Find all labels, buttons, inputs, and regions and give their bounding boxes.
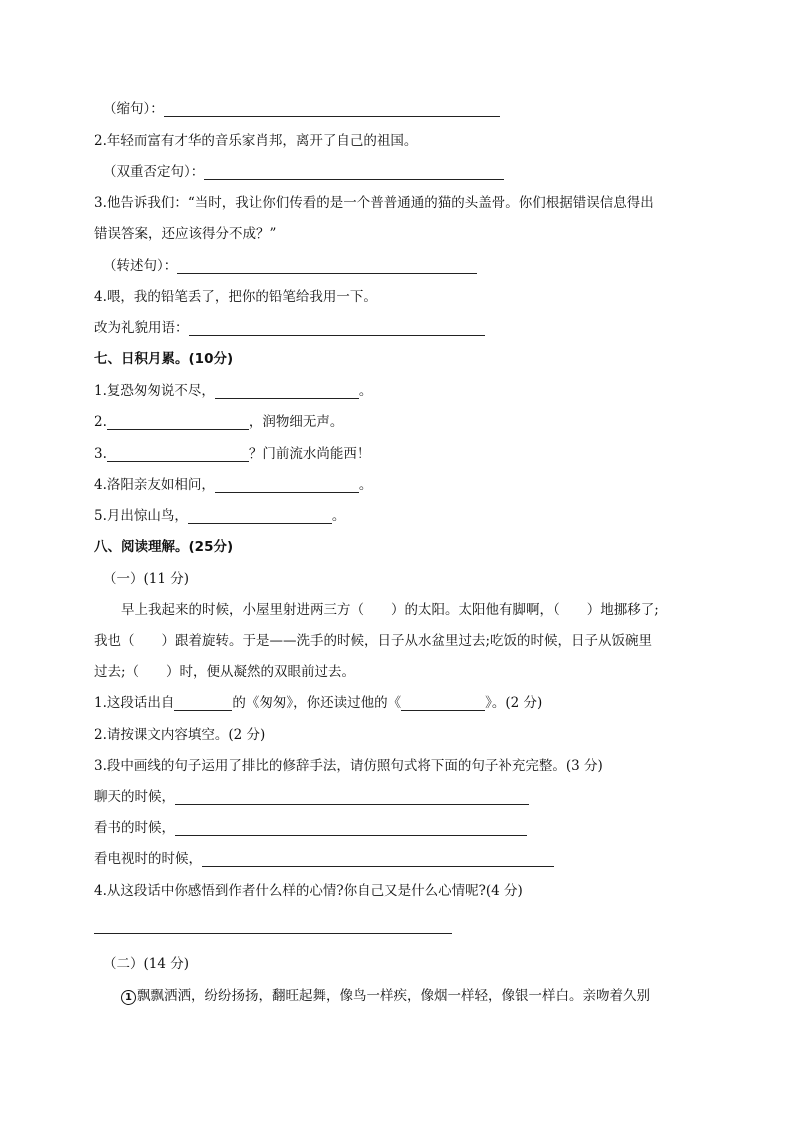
q3-text-line2: 错误答案，还应该得分不成？” — [94, 226, 277, 242]
q4-rewrite-row — [94, 320, 485, 336]
p1-q1-row — [94, 695, 542, 711]
q2-rewrite-row — [103, 164, 504, 180]
s7-item2-suffix: ，润物细无声。 — [248, 414, 344, 430]
p1-q3-line1-label: 聊天的时候， — [94, 789, 175, 805]
s7-item1 — [94, 383, 372, 399]
passage-line3: 过去;（ ）时，便从凝然的双眼前过去。 — [94, 664, 356, 680]
passage-line2: 我也（ ）跟着旋转。于是——洗手的时候，日子从水盆里过去;吃饭的时候，日子从饭碗里 — [94, 633, 653, 649]
s7-item2-prefix: 2. — [94, 414, 107, 430]
p1-q3-line2-label: 看书的时候， — [94, 820, 175, 836]
part2-para1-line1 — [121, 988, 650, 1005]
p1-q1-author-blank[interactable] — [174, 696, 232, 711]
q1-answer-blank[interactable] — [164, 102, 500, 117]
p1-q3: 3.段中画线的句子运用了排比的修辞手法，请仿照句式将下面的句子补充完整。(3 分) — [94, 758, 603, 774]
s7-item2 — [94, 414, 343, 430]
p1-q1-work-blank[interactable] — [401, 696, 485, 711]
s7-item1-prefix: 1.复恐匆匆说不尽， — [94, 383, 215, 399]
q3-rewrite-row — [103, 258, 477, 274]
s7-item3 — [94, 446, 370, 462]
s7-item5-blank[interactable] — [188, 509, 332, 524]
s7-item5-prefix: 5.月出惊山鸟， — [94, 508, 188, 524]
p1-q3-line1 — [94, 789, 529, 805]
p1-q1-part-c: 》。(2 分) — [485, 695, 543, 711]
q4-type-label: 改为礼貌用语： — [94, 320, 189, 336]
q2-type-label: （双重否定句）： — [103, 164, 205, 180]
s7-item3-suffix: ？门前流水尚能西！ — [248, 446, 371, 462]
part2-label: （二）(14 分) — [103, 956, 190, 972]
q4-text: 4.喂，我的铅笔丢了，把你的铅笔给我用一下。 — [94, 289, 377, 305]
p1-q2: 2.请按课文内容填空。(2 分) — [94, 727, 266, 743]
q3-type-label: （转述句）： — [103, 258, 178, 274]
s7-item5-suffix: 。 — [331, 508, 346, 524]
s7-item3-prefix: 3. — [94, 446, 107, 462]
s7-item4 — [94, 477, 372, 493]
section7-heading: 七、日积月累。(10分) — [94, 351, 234, 367]
q1-rewrite-row — [103, 101, 500, 117]
q3-answer-blank[interactable] — [177, 259, 477, 274]
q2-answer-blank[interactable] — [204, 165, 504, 180]
part2-para1-text: 飘飘洒洒，纷纷扬扬，翻旺起舞，像鸟一样疾，像烟一样轻，像银一样白。亲吻着久别 — [137, 988, 650, 1004]
s7-item1-suffix: 。 — [358, 383, 373, 399]
s7-item3-blank[interactable] — [107, 447, 249, 462]
s7-item4-prefix: 4.洛阳亲友如相问， — [94, 477, 215, 493]
s7-item1-blank[interactable] — [215, 384, 359, 399]
p1-q3-line2 — [94, 820, 527, 836]
p1-q3-line3 — [94, 851, 554, 867]
s7-item2-blank[interactable] — [107, 415, 249, 430]
q3-text-line1: 3.他告诉我们：“当时，我让你们传看的是一个普普通通的猫的头盖骨。你们根据错误信息得出 — [94, 195, 654, 211]
q2-text: 2.年轻而富有才华的音乐家肖邦，离开了自己的祖国。 — [94, 133, 418, 149]
p1-q3-line3-label: 看电视时的时候， — [94, 851, 202, 867]
p1-q4: 4.从这段话中你感悟到作者什么样的心情?你自己又是什么心情呢?(4 分) — [94, 883, 523, 899]
passage-line1: 早上我起来的时候，小屋里射进两三方（ ）的太阳。太阳他有脚啊，（ ）地挪移了; — [121, 602, 659, 618]
part1-label: （一）(11 分) — [103, 571, 190, 587]
section8-heading: 八、阅读理解。(25分) — [94, 539, 234, 555]
p1-q1-part-b: 的《匆匆》，你还读过他的《 — [232, 695, 402, 711]
p1-q3-line3-blank[interactable] — [202, 852, 554, 867]
s7-item4-blank[interactable] — [215, 478, 359, 493]
p1-q4-answer-line[interactable] — [94, 933, 452, 934]
paragraph-number-1-icon: 1 — [121, 990, 136, 1005]
q1-type-label: （缩句）： — [103, 101, 164, 117]
p1-q3-line2-blank[interactable] — [175, 821, 527, 836]
s7-item4-suffix: 。 — [358, 477, 373, 493]
s7-item5 — [94, 508, 345, 524]
q4-answer-blank[interactable] — [189, 321, 485, 336]
p1-q3-line1-blank[interactable] — [175, 790, 529, 805]
p1-q1-part-a: 1.这段话出自 — [94, 695, 175, 711]
